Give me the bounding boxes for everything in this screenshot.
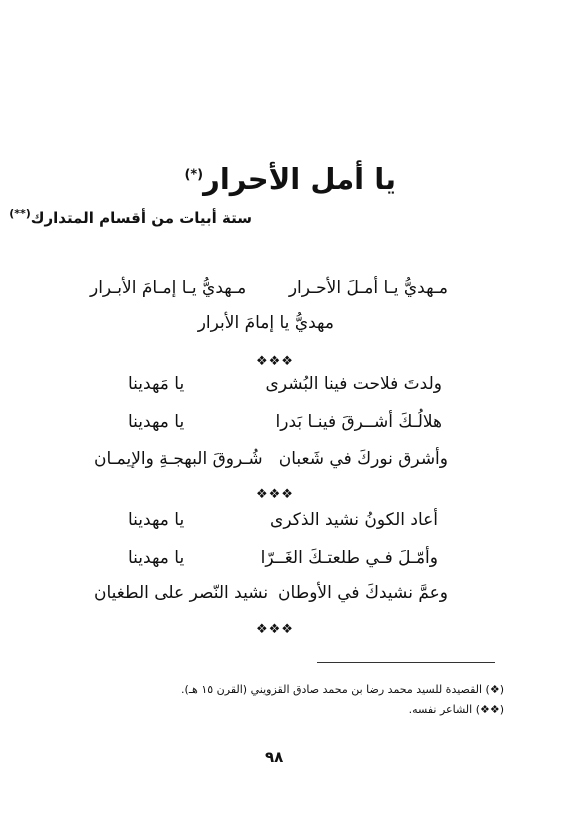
verse-left-hemistich: يا مهدينا — [128, 412, 185, 432]
verse-left-hemistich: نشيد النّصر على الطغيان — [94, 583, 269, 603]
verse-right-hemistich: مـهديُّ يـا أمـلَ الأحـرار — [288, 278, 448, 298]
title-footnote-marker: (*) — [184, 167, 204, 183]
poem-subtitle — [9, 207, 252, 227]
page-number: ٩٨ — [265, 748, 284, 766]
subtitle-footnote-marker: (**) — [9, 207, 31, 220]
poem-title — [184, 162, 396, 196]
verse-right-hemistich: مهديُّ يا إمامَ الأبرار — [197, 313, 334, 333]
stanza-separator: ❖❖❖ — [256, 622, 294, 637]
verse-right-hemistich: وأمّـلَ فـي طلعتـكَ الغَــرّا — [260, 548, 438, 568]
verse-3-3 — [0, 583, 570, 613]
verse-1-1 — [0, 278, 570, 308]
verse-3-2 — [0, 548, 570, 578]
footnote-2: (❖❖) الشاعر نفسه. — [408, 703, 504, 716]
stanza-separator: ❖❖❖ — [256, 354, 294, 369]
verse-left-hemistich: يا مهدينا — [128, 510, 185, 530]
poem-title-text: يا أمل الأحرار — [203, 162, 396, 196]
verse-2-3 — [0, 449, 570, 479]
verse-2-2 — [0, 412, 570, 442]
verse-right-hemistich: هلالُـكَ أشــرقَ فينـا بَدرا — [275, 412, 442, 432]
footnote-divider — [317, 662, 495, 663]
verse-1-2 — [0, 313, 570, 343]
verse-right-hemistich: ولدتَ فلاحت فينا البُشرى — [265, 374, 442, 394]
verse-2-1 — [0, 374, 570, 404]
stanza-separator: ❖❖❖ — [256, 487, 294, 502]
verse-right-hemistich: وعمَّ نشيدكَ في الأوطان — [278, 583, 448, 603]
verse-left-hemistich: مـهديُّ يـا إمـامَ الأبـرار — [90, 278, 247, 298]
poem-subtitle-text: ستة أبيات من أقسام المتدارك — [30, 209, 252, 227]
verse-left-hemistich: يا مَهدينا — [128, 374, 185, 394]
verse-right-hemistich: وأشرق نوركَ في شَعبان — [278, 449, 448, 469]
verse-right-hemistich: أعاد الكونُ نشيد الذكرى — [270, 510, 438, 530]
footnote-1: (❖) القصيدة للسيد محمد رضا بن محمد صادق القزويني (القرن ١٥ هـ). — [181, 683, 504, 696]
verse-left-hemistich: يا مهدينا — [128, 548, 185, 568]
verse-3-1 — [0, 510, 570, 540]
verse-left-hemistich: شُـروقَ البهجـةِ والإيمـان — [94, 449, 263, 469]
